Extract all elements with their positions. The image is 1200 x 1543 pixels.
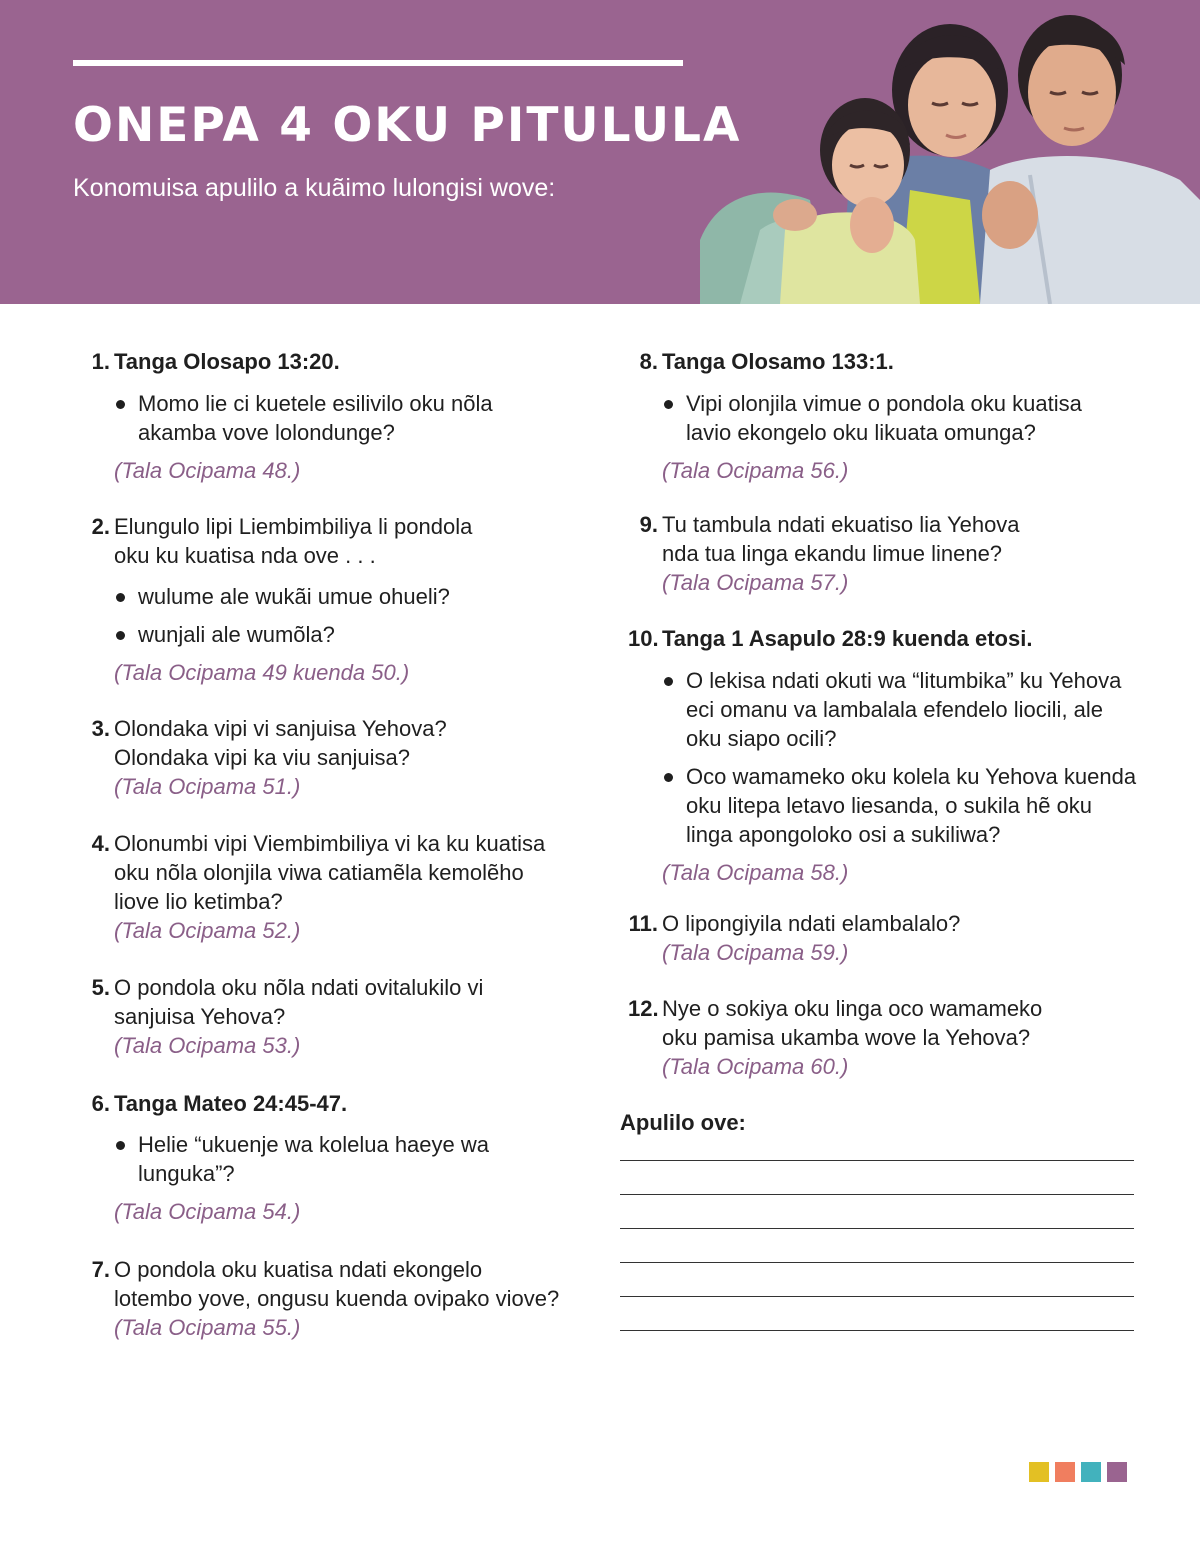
question-9	[628, 510, 1058, 597]
family-praying-illustration	[700, 0, 1200, 304]
question-text: O pondola oku kuatisa ndati ekongelo lotembo yove, ongusu kuenda ovipako viove?	[114, 1257, 560, 1311]
page-reference: (Tala Ocipama 52.)	[114, 918, 301, 943]
question-11	[628, 909, 1108, 967]
color-square-teal	[1081, 1462, 1101, 1482]
question-text: Tanga 1 Asapulo 28:9 kuenda etosi.	[662, 626, 1033, 651]
question-number: 12.	[628, 996, 659, 1021]
question-number: 2.	[91, 514, 110, 539]
page-reference: (Tala Ocipama 55.)	[114, 1315, 301, 1340]
bullet-item: Helie “ukuenje wa kolelua haeye wa lunguka”?	[114, 1130, 500, 1188]
color-square-coral	[1055, 1462, 1075, 1482]
question-text: Olondaka vipi vi sanjuisa Yehova? Olondaka vipi ka viu sanjuisa?	[114, 716, 447, 770]
question-number: 10.	[628, 626, 659, 651]
question-number: 11.	[628, 911, 658, 936]
question-10	[628, 624, 1138, 653]
question-6	[80, 1089, 560, 1118]
answer-line[interactable]	[620, 1160, 1134, 1161]
question-8	[628, 347, 1138, 376]
page-reference: (Tala Ocipama 48.)	[114, 458, 301, 483]
answers-label: Apulilo ove:	[620, 1110, 746, 1135]
question-1-details	[80, 389, 560, 485]
page-reference: (Tala Ocipama 60.)	[662, 1054, 849, 1079]
question-12	[628, 994, 1068, 1081]
question-text: Elungulo lipi Liembimbiliya li pondola oku ku kuatisa nda ove . . .	[114, 514, 473, 568]
header-rule	[73, 60, 683, 66]
question-7	[80, 1255, 560, 1342]
question-8-details	[628, 389, 1098, 485]
question-text: Tanga Mateo 24:45-47.	[114, 1091, 348, 1116]
question-text: Tanga Olosapo 13:20.	[114, 349, 340, 374]
page-reference: (Tala Ocipama 53.)	[114, 1033, 301, 1058]
bullet-item: Vipi olonjila vimue o pondola oku kuatisa lavio ekongelo oku likuata omunga?	[662, 389, 1098, 447]
question-text: Olonumbi vipi Viembimbiliya vi ka ku kuatisa oku nõla olonjila viwa catiamẽla kemolẽho liove lio ketimba?	[114, 831, 546, 914]
page-reference: (Tala Ocipama 51.)	[114, 774, 301, 799]
question-text: Tu tambula ndati ekuatiso lia Yehova nda tua linga ekandu limue linene?	[662, 512, 1020, 566]
color-squares	[1029, 1462, 1127, 1482]
color-square-purple	[1107, 1462, 1127, 1482]
question-number: 4.	[91, 831, 110, 856]
answer-line[interactable]	[620, 1330, 1134, 1331]
question-text: O lipongiyila ndati elambalalo?	[662, 911, 961, 936]
bullet-item: Momo lie ci kuetele esilivilo oku nõla akamba vove lolondunge?	[114, 389, 500, 447]
page-reference: (Tala Ocipama 57.)	[662, 570, 849, 595]
bullet-item: wunjali ale wumõla?	[114, 620, 540, 649]
question-5	[80, 973, 500, 1060]
answer-line[interactable]	[620, 1194, 1134, 1195]
bullet-item: wulume ale wukãi umue ohueli?	[114, 582, 540, 611]
question-1	[80, 347, 560, 376]
answer-line[interactable]	[620, 1262, 1134, 1263]
question-text: Nye o sokiya oku linga oco wamameko oku pamisa ukamba wove la Yehova?	[662, 996, 1043, 1050]
page-reference: (Tala Ocipama 54.)	[114, 1199, 301, 1224]
bullet-item: Oco wamameko oku kolela ku Yehova kuenda oku litepa letavo liesanda, o sukila hẽ oku linga apongoloko osi a sukiliwa?	[662, 762, 1138, 849]
page-reference: (Tala Ocipama 49 kuenda 50.)	[114, 660, 410, 685]
answer-line[interactable]	[620, 1228, 1134, 1229]
question-2	[80, 512, 540, 687]
question-text: Tanga Olosamo 133:1.	[662, 349, 894, 374]
question-number: 9.	[639, 512, 658, 537]
header-banner	[0, 0, 1200, 304]
page-title: ONEPA 4 OKU PITULULA	[73, 98, 742, 153]
question-4	[80, 829, 550, 945]
question-3	[80, 714, 480, 801]
question-number: 5.	[91, 975, 110, 1000]
page-reference: (Tala Ocipama 59.)	[662, 940, 849, 965]
question-number: 7.	[91, 1257, 110, 1282]
page-reference: (Tala Ocipama 58.)	[662, 860, 849, 885]
question-text: O pondola oku nõla ndati ovitalukilo vi sanjuisa Yehova?	[114, 975, 484, 1029]
page-reference: (Tala Ocipama 56.)	[662, 458, 849, 483]
question-6-details	[80, 1130, 500, 1226]
answers-section	[620, 1104, 1140, 1364]
question-10-details	[628, 666, 1138, 887]
question-number: 3.	[91, 716, 110, 741]
question-number: 6.	[91, 1091, 110, 1116]
answer-line[interactable]	[620, 1296, 1134, 1297]
question-number: 8.	[639, 349, 658, 374]
question-number: 1.	[91, 349, 110, 374]
bullet-item: O lekisa ndati okuti wa “litumbika” ku Yehova eci omanu va lambalala efendelo liocili, ale oku siapo ocili?	[662, 666, 1138, 753]
color-square-yellow	[1029, 1462, 1049, 1482]
page-subtitle: Konomuisa apulilo a kuãimo lulongisi wove:	[73, 174, 556, 202]
